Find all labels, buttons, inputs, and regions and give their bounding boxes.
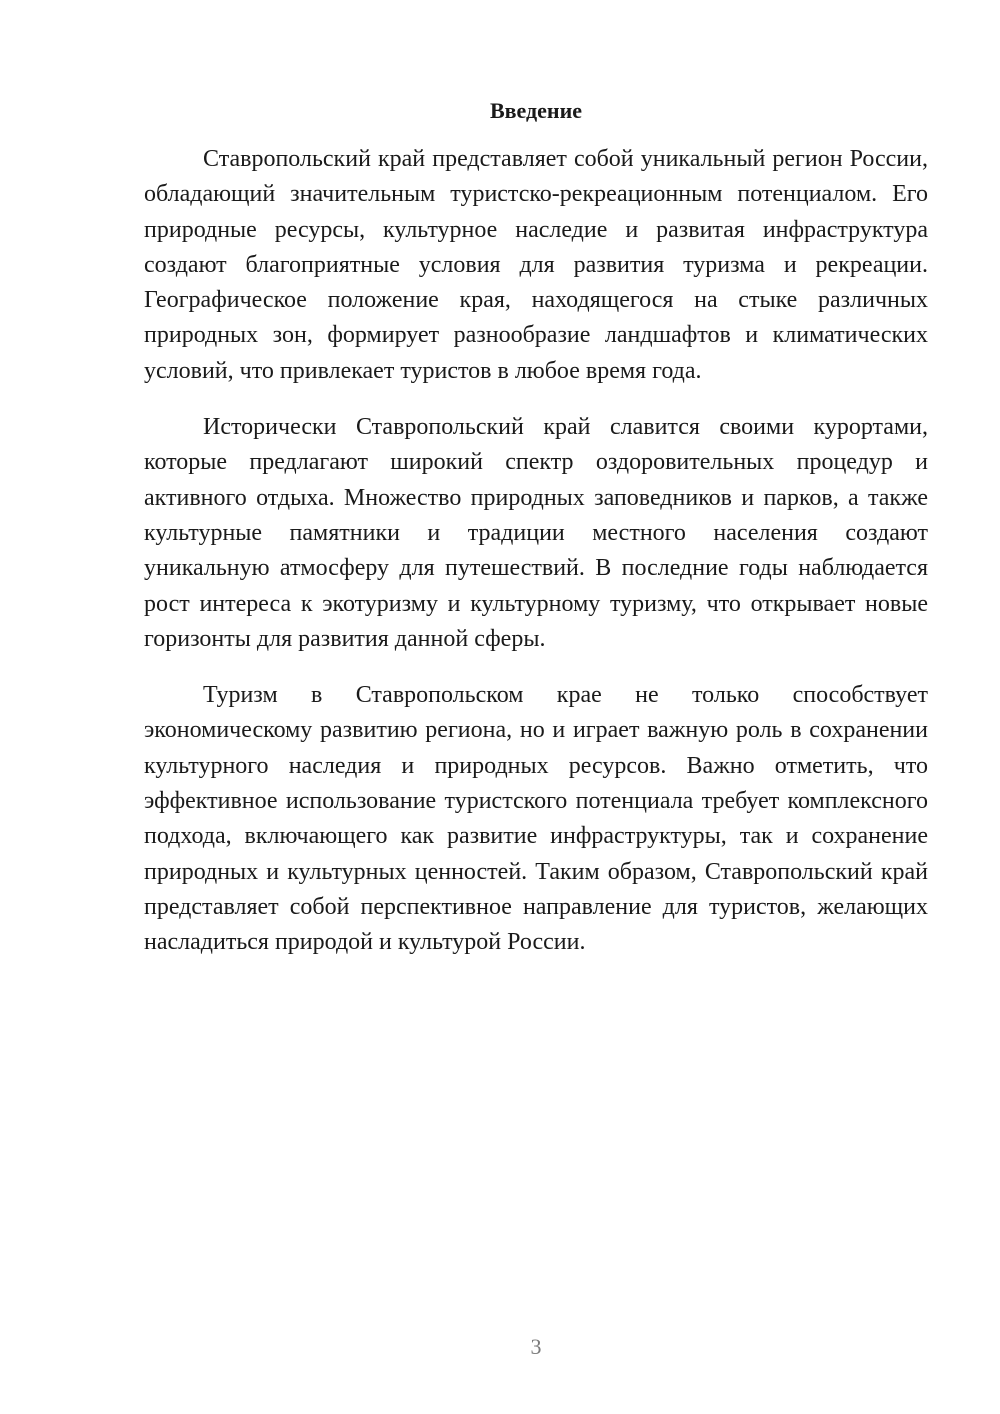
section-heading: Введение [489,98,583,123]
page-number: 3 [530,1334,542,1359]
paragraph-1: Ставропольский край представляет собой уникальный регион России, обладающий значительным туристско-рекреационным потенциалом. Его природные ресурсы, культурное наследие и развитая инфраструктура создают благоприятные условия для развития туризма и рекреации. Географическое положение края, находящегося на стыке различных природных зон, формирует разнообразие ландшафтов и климатических условий, что привлекает туристов в любое время года. [144,146,928,384]
body-text [144,142,928,982]
paragraph-3: Туризм в Ставропольском крае не только способствует экономическому развитию региона, но и играет важную роль в сохранении культурного наследия и природных ресурсов. Важно отметить, что эффективное использование туристского потенциала требует комплексного подхода, включающего как развитие инфраструктуры, так и сохранение природных и культурных ценностей. Таким образом, Ставропольский край представляет собой перспективное направление для туристов, желающих насладиться природой и культурой России. [144,682,928,956]
paragraph-2: Исторически Ставропольский край славится своими курортами, которые предлагают широкий спектр оздоровительных процедур и активного отдыха. Множество природных заповедников и парков, а также культурные памятники и традиции местного населения создают уникальную атмосферу для путешествий. В последние годы наблюдается рост интереса к экотуризму и культурному туризму, что открывает новые горизонты для развития данной сферы. [144,414,928,652]
